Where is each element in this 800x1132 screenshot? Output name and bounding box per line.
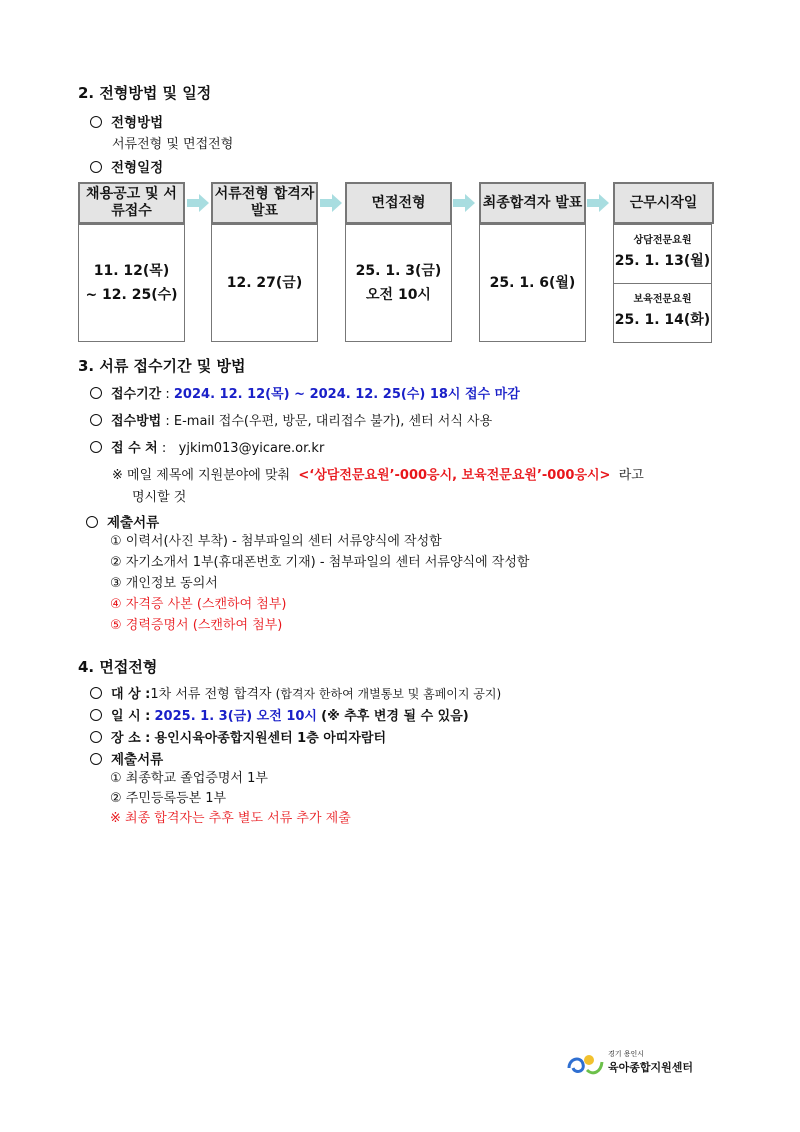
step-header: 최종합격자 발표 <box>479 182 586 224</box>
target-note: (합격자 한하여 개별통보 및 홈페이지 공지) <box>275 687 502 701</box>
step-line: 오전 10시 <box>366 287 431 303</box>
step-line: 12. 27(금) <box>226 275 303 291</box>
submit-method-label: 접수방법 <box>111 414 162 429</box>
circle-bullet-icon <box>90 753 102 765</box>
interview-doc-item: ② 주민등록등본 1부 <box>110 791 227 806</box>
step-line: 25. 1. 3(금) <box>355 263 442 279</box>
role-label: 보육전문요원 <box>633 294 692 305</box>
circle-bullet-icon <box>90 441 102 453</box>
target-row <box>90 683 501 702</box>
step-body <box>345 224 452 342</box>
circle-bullet-icon <box>90 414 102 426</box>
doc-item: ⑤ 경력증명서 (스캔하여 첨부) <box>110 618 283 633</box>
schedule-heading <box>90 156 163 176</box>
step-header: 채용공고 및 서류접수 <box>78 182 185 224</box>
step-header: 서류전형 합격자발표 <box>211 182 318 224</box>
start-date: 25. 1. 13(월) <box>614 253 711 269</box>
interview-date-value: 2025. 1. 3(금) 오전 10시 <box>154 709 317 724</box>
start-date-counselor <box>613 224 712 284</box>
circle-bullet-icon <box>90 709 102 721</box>
doc-item: ③ 개인정보 동의서 <box>110 576 218 591</box>
docs-heading <box>86 511 159 531</box>
step-line: 25. 1. 6(월) <box>489 275 576 291</box>
interview-place-value: 용인시육아종합지원센터 1층 아띠자람터 <box>154 731 387 746</box>
submit-place-label: 접 수 처 <box>111 441 158 456</box>
interview-date-row <box>90 705 469 724</box>
circle-bullet-icon <box>90 731 102 743</box>
circle-bullet-icon <box>90 387 102 399</box>
arrow-right-icon <box>453 194 475 212</box>
start-date-childcare <box>613 283 712 343</box>
docs-label: 제출서류 <box>107 515 160 531</box>
interview-docs-heading <box>90 748 163 768</box>
circle-bullet-icon <box>86 516 98 528</box>
section-3-title: 3. 서류 접수기간 및 방법 <box>78 357 246 375</box>
step-body <box>479 224 586 342</box>
target-label: 대 상 : <box>111 687 151 702</box>
start-date: 25. 1. 14(화) <box>614 312 711 328</box>
method-heading <box>90 111 163 131</box>
email-subject-note <box>112 464 644 483</box>
final-submission-note: ※ 최종 합격자는 추후 별도 서류 추가 제출 <box>110 811 351 826</box>
note-suffix: 라고 <box>618 468 644 483</box>
submit-method-value: E-mail 접수(우편, 방문, 대리접수 불가), 센터 서식 사용 <box>173 414 493 429</box>
doc-item: ② 자기소개서 1부(휴대폰번호 기재) - 첨부파일의 센터 서류양식에 작성함 <box>110 555 530 570</box>
period-row: 접수기간 : 2024. 12. 12(목) ~ 2024. 12. 25(수) 18시 접수 마감 <box>90 383 520 402</box>
target-value: 1차 서류 전형 합격자 <box>150 687 272 702</box>
logo-region: 경기 용인시 <box>608 1050 645 1058</box>
role-label: 상담전문요원 <box>633 235 692 246</box>
method-text: 서류전형 및 면접전형 <box>112 137 234 152</box>
center-logo-icon <box>567 1050 605 1076</box>
circle-bullet-icon <box>90 161 102 173</box>
interview-docs-label: 제출서류 <box>111 752 164 768</box>
step-line: 11. 12(목) <box>93 263 170 279</box>
section-2-title: 2. 전형방법 및 일정 <box>78 84 212 102</box>
arrow-right-icon <box>320 194 342 212</box>
note-prefix: ※ 메일 제목에 지원분야에 맞춰 <box>112 468 291 483</box>
note-highlight: <‘상담전문요원’-000응시, 보육전문요원’-000응시> <box>298 468 611 483</box>
email-address: yjkim013@yicare.or.kr <box>178 441 325 456</box>
step-body <box>78 224 185 342</box>
arrow-right-icon <box>587 194 609 212</box>
method-label: 전형방법 <box>111 115 164 131</box>
circle-bullet-icon <box>90 116 102 128</box>
interview-doc-item: ① 최종학교 졸업증명서 1부 <box>110 771 268 786</box>
step-header: 면접전형 <box>345 182 452 224</box>
step-header: 근무시작일 <box>613 182 714 224</box>
doc-item: ④ 자격증 사본 (스캔하여 첨부) <box>110 597 287 612</box>
submit-place-row: 접 수 처 : yjkim013@yicare.or.kr <box>90 437 324 456</box>
interview-date-note: (※ 추후 변경 될 수 있음) <box>321 709 469 724</box>
section-4-title: 4. 면접전형 <box>78 658 158 676</box>
step-body <box>211 224 318 342</box>
arrow-right-icon <box>187 194 209 212</box>
submit-method-row: 접수방법 : E-mail 접수(우편, 방문, 대리접수 불가), 센터 서식 사용 <box>90 410 492 429</box>
interview-place-label: 장 소 : <box>111 731 151 746</box>
circle-bullet-icon <box>90 687 102 699</box>
interview-place-row <box>90 727 386 746</box>
step-line: ~ 12. 25(수) <box>85 287 178 303</box>
schedule-label: 전형일정 <box>111 160 164 176</box>
period-value: 2024. 12. 12(목) ~ 2024. 12. 25(수) 18시 접수 마감 <box>173 387 520 402</box>
doc-item: ① 이력서(사진 부착) - 첨부파일의 센터 서류양식에 작성함 <box>110 534 442 549</box>
logo-name: 육아종합지원센터 <box>608 1061 694 1074</box>
interview-date-label: 일 시 : <box>111 709 151 724</box>
email-subject-note-line2: 명시할 것 <box>132 490 187 505</box>
period-label: 접수기간 <box>111 387 162 402</box>
